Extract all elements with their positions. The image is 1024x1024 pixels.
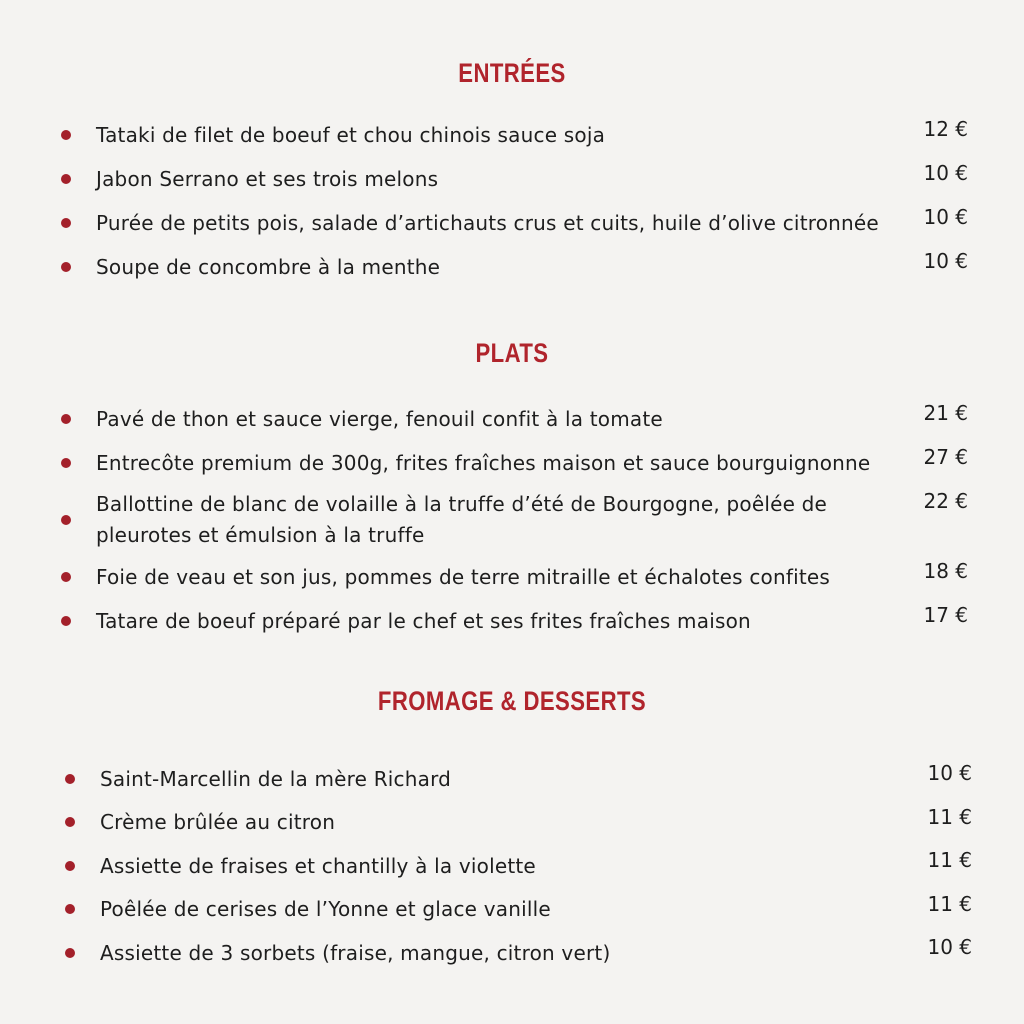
- section-entrees: [0, 58, 1024, 289]
- item-name: Ballottine de blanc de volaille à la truffe d’été de Bourgogne, poêlée de pleurotes et émulsion à la truffe: [96, 492, 828, 547]
- menu-item: [0, 555, 1024, 599]
- menu-item: [0, 485, 1024, 555]
- bullet-icon: [61, 414, 71, 424]
- item-price: 11 €: [927, 891, 972, 916]
- item-name: Jabon Serrano et ses trois melons: [96, 167, 439, 191]
- menu-item: [0, 245, 1024, 289]
- item-price: 10 €: [927, 761, 972, 785]
- item-list: [0, 113, 1024, 289]
- item-price: 18 €: [923, 559, 968, 583]
- bullet-icon: [61, 515, 71, 525]
- item-name: Assiette de 3 sorbets (fraise, mangue, citron vert): [100, 940, 611, 965]
- bullet-icon: [65, 904, 75, 914]
- bullet-icon: [61, 458, 71, 468]
- item-list: [0, 757, 1024, 975]
- menu-item: [0, 157, 1024, 201]
- bullet-icon: [61, 572, 71, 582]
- bullet-icon: [65, 948, 75, 958]
- menu-item: [0, 441, 1024, 485]
- bullet-icon: [61, 616, 71, 626]
- section-plats: [0, 338, 1024, 643]
- item-price: 21 €: [923, 401, 968, 425]
- section-title: FROMAGE & DESSERTS: [377, 686, 647, 716]
- bullet-icon: [61, 218, 71, 228]
- menu-item: [0, 397, 1024, 441]
- bullet-icon: [61, 262, 71, 272]
- section-fromage-desserts: [0, 686, 1024, 975]
- item-price: 27 €: [923, 445, 968, 469]
- menu-item: [0, 201, 1024, 245]
- bullet-icon: [65, 774, 75, 784]
- item-price: 11 €: [927, 848, 972, 872]
- item-name: Crème brûlée au citron: [100, 810, 336, 835]
- item-list: [0, 397, 1024, 643]
- item-price: 10 €: [923, 205, 968, 229]
- item-price: 10 €: [923, 161, 968, 185]
- menu-item: [4, 801, 1024, 845]
- item-name: Tataki de filet de boeuf et chou chinois sauce soja: [96, 123, 606, 147]
- item-name: Tatare de boeuf préparé par le chef et ses frites fraîches maison: [96, 609, 751, 633]
- item-name: Purée de petits pois, salade d’artichauts crus et cuits, huile d’olive citronnée: [96, 211, 879, 235]
- item-price: 17 €: [923, 603, 968, 627]
- section-title: ENTRÉES: [458, 58, 566, 88]
- item-name: Soupe de concombre à la menthe: [96, 255, 441, 279]
- menu-item: [0, 599, 1024, 643]
- item-price: 12 €: [923, 117, 968, 141]
- item-price: 11 €: [927, 804, 972, 829]
- item-price: 10 €: [923, 249, 968, 273]
- section-title: PLATS: [475, 338, 549, 368]
- item-name: Foie de veau et son jus, pommes de terre mitraille et échalotes confites: [96, 565, 831, 589]
- menu-item: [4, 888, 1024, 932]
- menu-item: [4, 931, 1024, 975]
- bullet-icon: [61, 174, 71, 184]
- menu-item: [4, 844, 1024, 888]
- item-price: 10 €: [927, 935, 972, 959]
- item-name: Assiette de fraises et chantilly à la violette: [100, 853, 536, 878]
- item-name: Poêlée de cerises de l’Yonne et glace vanille: [100, 897, 551, 922]
- item-name: Pavé de thon et sauce vierge, fenouil confit à la tomate: [96, 407, 663, 431]
- item-name: Entrecôte premium de 300g, frites fraîches maison et sauce bourguignonne: [96, 451, 871, 475]
- item-price: 22 €: [923, 489, 968, 513]
- menu-item: [4, 757, 1024, 801]
- bullet-icon: [65, 817, 75, 827]
- item-name: Saint-Marcellin de la mère Richard: [100, 766, 452, 791]
- menu-item: [0, 113, 1024, 157]
- bullet-icon: [61, 130, 71, 140]
- bullet-icon: [65, 861, 75, 871]
